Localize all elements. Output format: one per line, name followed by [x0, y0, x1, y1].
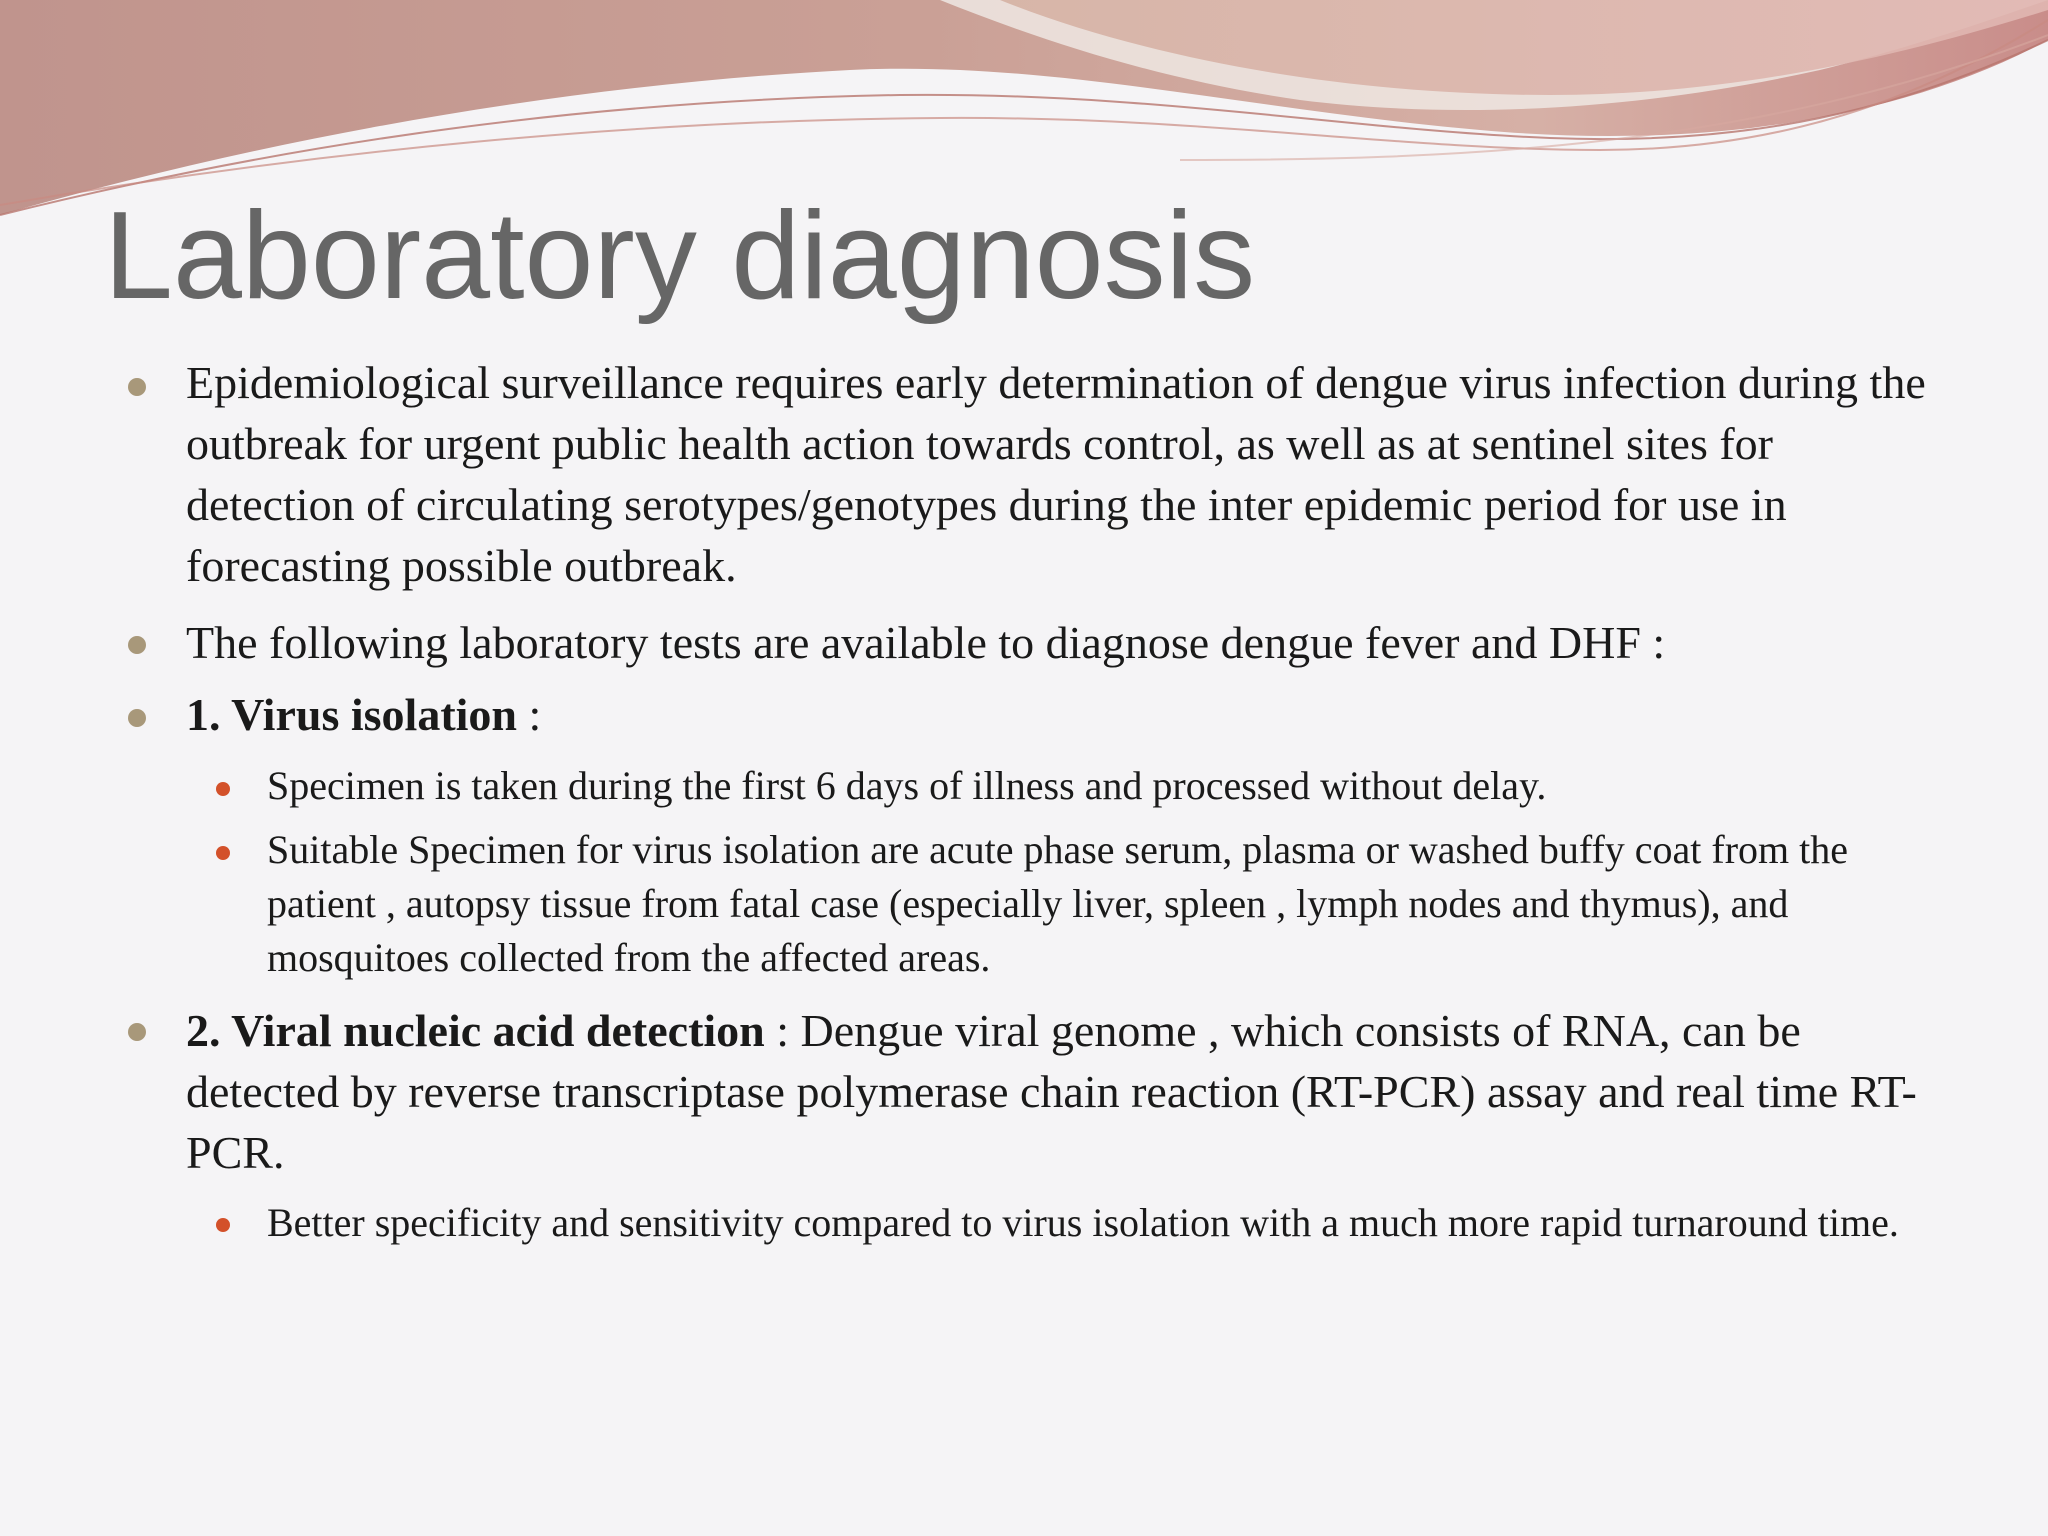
- sub-bullet-dot: [216, 782, 230, 796]
- virus-isolation-heading: 1. Virus isolation: [186, 689, 518, 740]
- bullet-item-tests-available: The following laboratory tests are available to diagnose dengue fever and DHF :: [186, 617, 1666, 668]
- bullet-dot: [128, 709, 146, 727]
- bullet-dot: [128, 1023, 146, 1041]
- bullet-dot: [128, 378, 146, 396]
- bullet-item-virus-isolation: [186, 684, 1926, 745]
- nucleic-acid-heading: 2. Viral nucleic acid detection: [186, 1005, 765, 1056]
- sub-bullet-specificity: Better specificity and sensitivity compared to virus isolation with a much more rapid turnaround time.: [267, 1200, 1899, 1245]
- bullet-dot: [128, 636, 146, 654]
- sub-bullet-dot: [216, 1218, 230, 1232]
- bullet-item-nucleic-acid: [186, 1000, 1926, 1183]
- virus-isolation-text: :: [517, 689, 542, 740]
- nucleic-acid-text: : Dengue viral genome , which consists of RNA, can be detected by reverse transcriptase polymerase chain reaction (RT-PCR) assay and real time RT-PCR.: [186, 1005, 1917, 1178]
- sub-bullet-dot: [216, 846, 230, 860]
- bullet-item-surveillance: Epidemiological surveillance requires early determination of dengue virus infection during the outbreak for urgent public health action towards control, as well as at sentinel sites for detection of circulating serotypes/genotypes during the inter epidemic period for use in forecasting possible outbreak.: [186, 357, 1926, 591]
- sub-bullet-specimen-timing: Specimen is taken during the first 6 days of illness and processed without delay.: [267, 763, 1547, 808]
- sub-bullet-suitable-specimen: Suitable Specimen for virus isolation are acute phase serum, plasma or washed buffy coat from the patient , autopsy tissue from fatal case (especially liver, spleen , lymph nodes and thymus), and mosquitoes collected from the affected areas.: [267, 827, 1849, 980]
- slide-title: Laboratory diagnosis: [104, 187, 1256, 325]
